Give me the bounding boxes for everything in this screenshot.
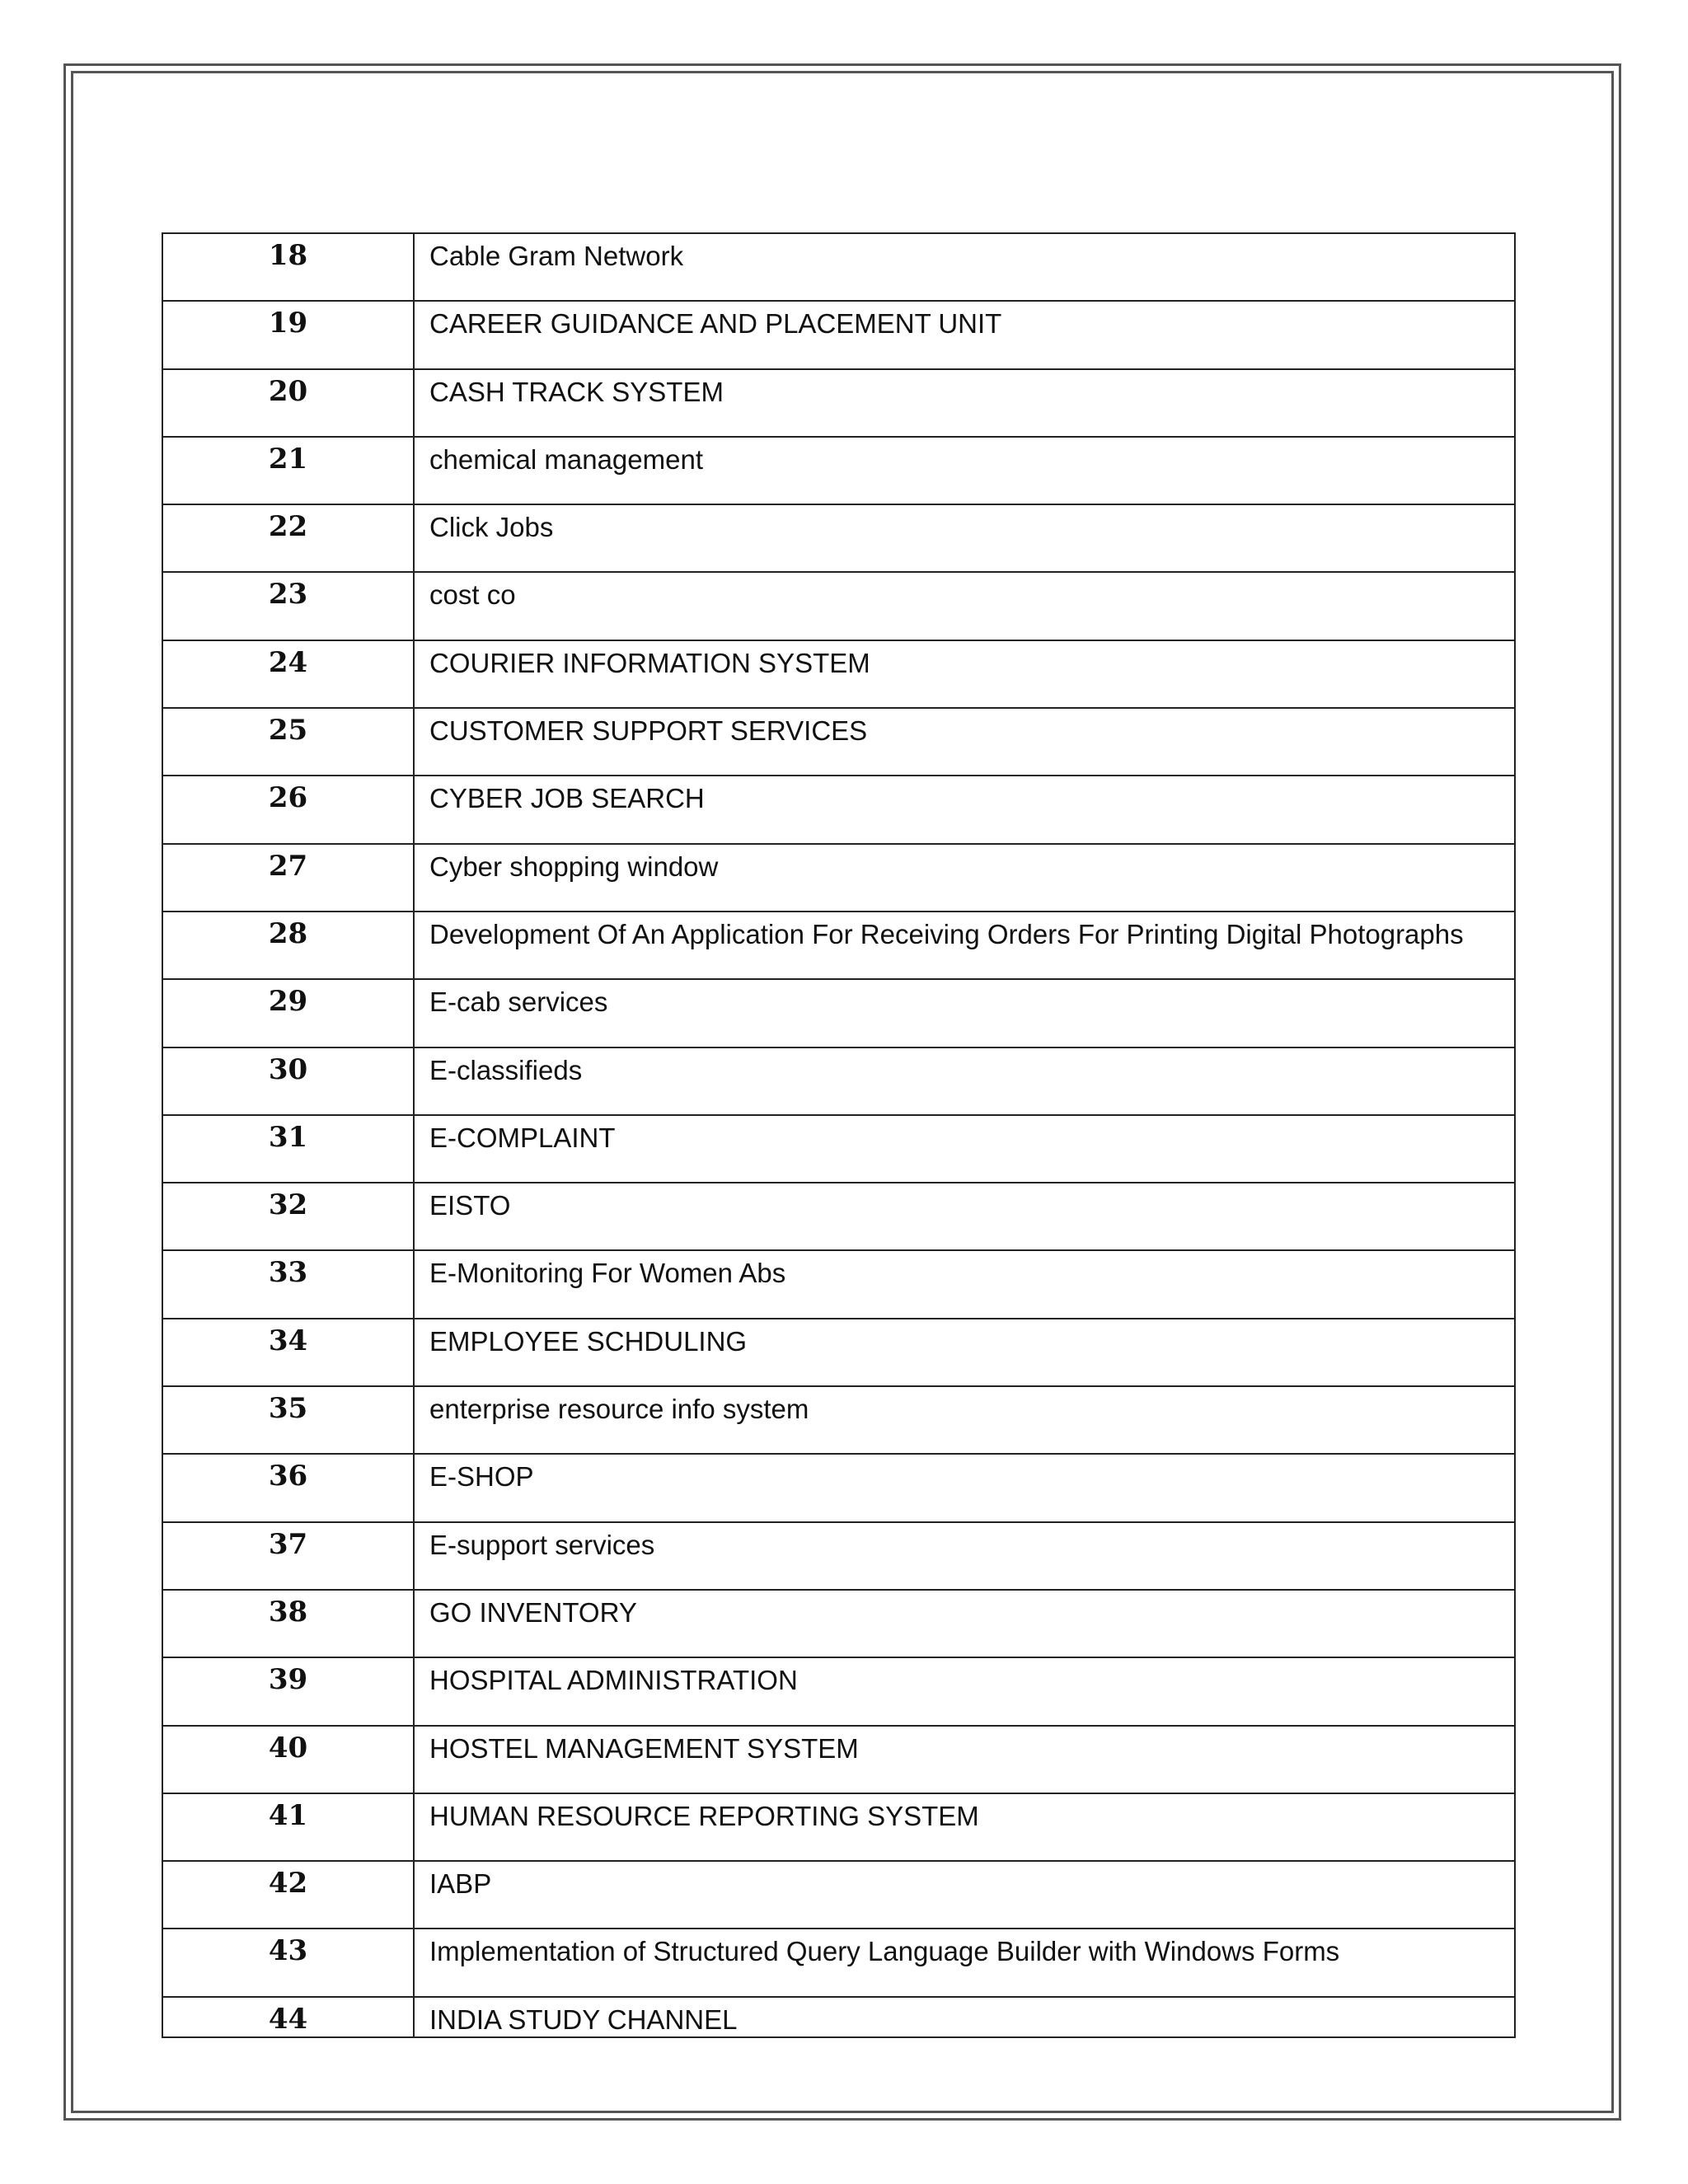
project-name: COURIER INFORMATION SYSTEM <box>414 640 1515 708</box>
table-row <box>162 1929 1515 1996</box>
table-row <box>162 1726 1515 1793</box>
project-name: E-classifieds <box>414 1047 1515 1115</box>
row-number: 21 <box>162 437 414 504</box>
projects-table <box>162 232 1516 2038</box>
project-name: Cable Gram Network <box>414 233 1515 301</box>
project-name: EISTO <box>414 1183 1515 1250</box>
table-row <box>162 1590 1515 1657</box>
project-name: INDIA STUDY CHANNEL <box>414 1997 1515 2037</box>
projects-table-body <box>162 233 1515 2037</box>
table-row <box>162 776 1515 843</box>
table-row <box>162 1522 1515 1590</box>
project-name: CAREER GUIDANCE AND PLACEMENT UNIT <box>414 301 1515 368</box>
table-row <box>162 1250 1515 1318</box>
project-name: chemical management <box>414 437 1515 504</box>
project-name: enterprise resource info system <box>414 1386 1515 1454</box>
table-row <box>162 912 1515 979</box>
row-number: 25 <box>162 708 414 776</box>
row-number: 39 <box>162 1657 414 1725</box>
table-row <box>162 437 1515 504</box>
row-number: 40 <box>162 1726 414 1793</box>
project-name: HOSTEL MANAGEMENT SYSTEM <box>414 1726 1515 1793</box>
project-name: HOSPITAL ADMINISTRATION <box>414 1657 1515 1725</box>
project-name: Implementation of Structured Query Language Builder with Windows Forms <box>414 1929 1515 1996</box>
row-number: 27 <box>162 844 414 912</box>
row-number: 29 <box>162 979 414 1047</box>
row-number: 34 <box>162 1319 414 1386</box>
table-row <box>162 1793 1515 1861</box>
row-number: 33 <box>162 1250 414 1318</box>
row-number: 44 <box>162 1997 414 2037</box>
project-name: CASH TRACK SYSTEM <box>414 369 1515 437</box>
table-row <box>162 1319 1515 1386</box>
table-row <box>162 708 1515 776</box>
row-number: 23 <box>162 572 414 640</box>
table-row <box>162 1183 1515 1250</box>
project-name: Cyber shopping window <box>414 844 1515 912</box>
project-name: E-support services <box>414 1522 1515 1590</box>
project-name: CUSTOMER SUPPORT SERVICES <box>414 708 1515 776</box>
table-row <box>162 1657 1515 1725</box>
project-name: GO INVENTORY <box>414 1590 1515 1657</box>
project-name: CYBER JOB SEARCH <box>414 776 1515 843</box>
table-row <box>162 1047 1515 1115</box>
row-number: 43 <box>162 1929 414 1996</box>
project-name: E-cab services <box>414 979 1515 1047</box>
table-row <box>162 844 1515 912</box>
project-name: E-Monitoring For Women Abs <box>414 1250 1515 1318</box>
row-number: 22 <box>162 504 414 572</box>
row-number: 32 <box>162 1183 414 1250</box>
table-row <box>162 233 1515 301</box>
project-name: Development Of An Application For Receiving Orders For Printing Digital Photographs <box>414 912 1515 979</box>
project-name: HUMAN RESOURCE REPORTING SYSTEM <box>414 1793 1515 1861</box>
table-row <box>162 1115 1515 1183</box>
row-number: 37 <box>162 1522 414 1590</box>
row-number: 24 <box>162 640 414 708</box>
project-name: cost co <box>414 572 1515 640</box>
row-number: 38 <box>162 1590 414 1657</box>
project-name: Click Jobs <box>414 504 1515 572</box>
table-row <box>162 504 1515 572</box>
row-number: 36 <box>162 1454 414 1521</box>
table-row <box>162 572 1515 640</box>
project-name: E-SHOP <box>414 1454 1515 1521</box>
row-number: 20 <box>162 369 414 437</box>
table-row <box>162 1386 1515 1454</box>
row-number: 26 <box>162 776 414 843</box>
project-name: EMPLOYEE SCHDULING <box>414 1319 1515 1386</box>
project-name: IABP <box>414 1861 1515 1929</box>
row-number: 31 <box>162 1115 414 1183</box>
row-number: 28 <box>162 912 414 979</box>
row-number: 42 <box>162 1861 414 1929</box>
table-row <box>162 301 1515 368</box>
table-row <box>162 640 1515 708</box>
row-number: 18 <box>162 233 414 301</box>
row-number: 30 <box>162 1047 414 1115</box>
table-row <box>162 979 1515 1047</box>
project-name: E-COMPLAINT <box>414 1115 1515 1183</box>
table-row <box>162 369 1515 437</box>
row-number: 35 <box>162 1386 414 1454</box>
table-row <box>162 1997 1515 2037</box>
row-number: 41 <box>162 1793 414 1861</box>
row-number: 19 <box>162 301 414 368</box>
table-row <box>162 1454 1515 1521</box>
table-row <box>162 1861 1515 1929</box>
